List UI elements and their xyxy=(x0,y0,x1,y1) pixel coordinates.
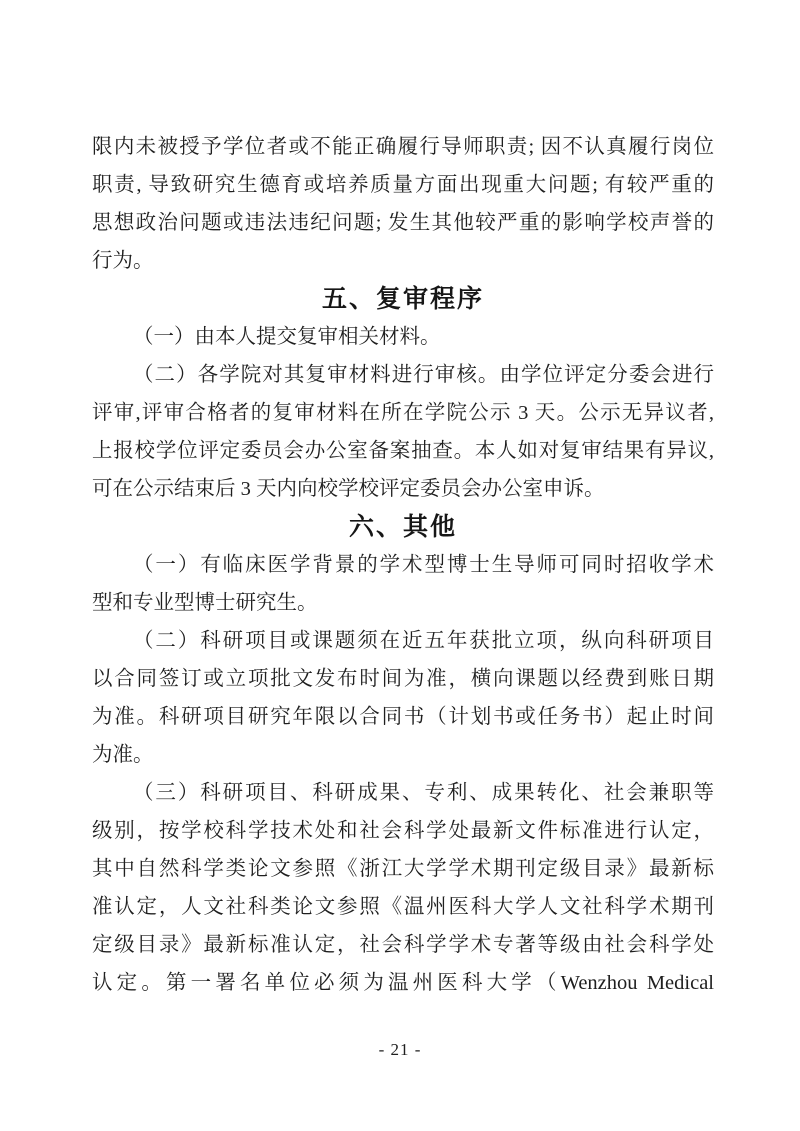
document-body xyxy=(92,128,714,1002)
text-line: 思想政治问题或违法违纪问题; 发生其他较严重的影响学校声誉的 xyxy=(92,212,714,234)
text-line: 其中自然科学类论文参照《浙江大学学术期刊定级目录》最新标 xyxy=(92,858,714,880)
text-line: 认定。第一署名单位必须为温州医科大学（Wenzhou Medical xyxy=(92,972,714,994)
list-item-line: （一）由本人提交复审相关材料。 xyxy=(133,326,441,348)
paragraph-end-line: 型和专业型博士研究生。 xyxy=(92,592,318,614)
text-line: 定级目录》最新标准认定，社会科学学术专著等级由社会科学处 xyxy=(92,934,714,956)
list-item-line: （一）有临床医学背景的学术型博士生导师可同时招收学术 xyxy=(133,554,714,576)
text-line: 职责, 导致研究生德育或培养质量方面出现重大问题; 有较严重的 xyxy=(92,174,714,196)
text-line: 限内未被授予学位者或不能正确履行导师职责; 因不认真履行岗位 xyxy=(92,136,714,158)
list-item-line: （三）科研项目、科研成果、专利、成果转化、社会兼职等 xyxy=(133,782,714,804)
list-item-line: （二）科研项目或课题须在近五年获批立项，纵向科研项目 xyxy=(133,630,714,652)
text-line: 以合同签订或立项批文发布时间为准，横向课题以经费到账日期 xyxy=(92,668,714,690)
text-line: 准认定，人文社科类论文参照《温州医科大学人文社科学术期刊 xyxy=(92,896,714,918)
text-line: 级别，按学校科学技术处和社会科学处最新文件标准进行认定， xyxy=(92,820,714,842)
section-heading-5: 五、复审程序 xyxy=(321,285,484,313)
paragraph-end-line: 为准。 xyxy=(92,744,154,766)
paragraph-end-line: 可在公示结束后 3 天内向校学校评定委员会办公室申诉。 xyxy=(92,478,605,500)
text-line: 评审,评审合格者的复审材料在所在学院公示 3 天。公示无异议者, xyxy=(92,402,714,424)
list-item-line: （二）各学院对其复审材料进行审核。由学位评定分委会进行 xyxy=(133,364,714,386)
paragraph-end-line: 行为。 xyxy=(92,250,154,272)
page-number: - 21 - xyxy=(378,1040,422,1059)
text-line: 上报校学位评定委员会办公室备案抽查。本人如对复审结果有异议, xyxy=(92,440,714,462)
text-line: 为准。科研项目研究年限以合同书（计划书或任务书）起止时间 xyxy=(92,706,714,728)
section-heading-6: 六、其他 xyxy=(348,513,457,541)
